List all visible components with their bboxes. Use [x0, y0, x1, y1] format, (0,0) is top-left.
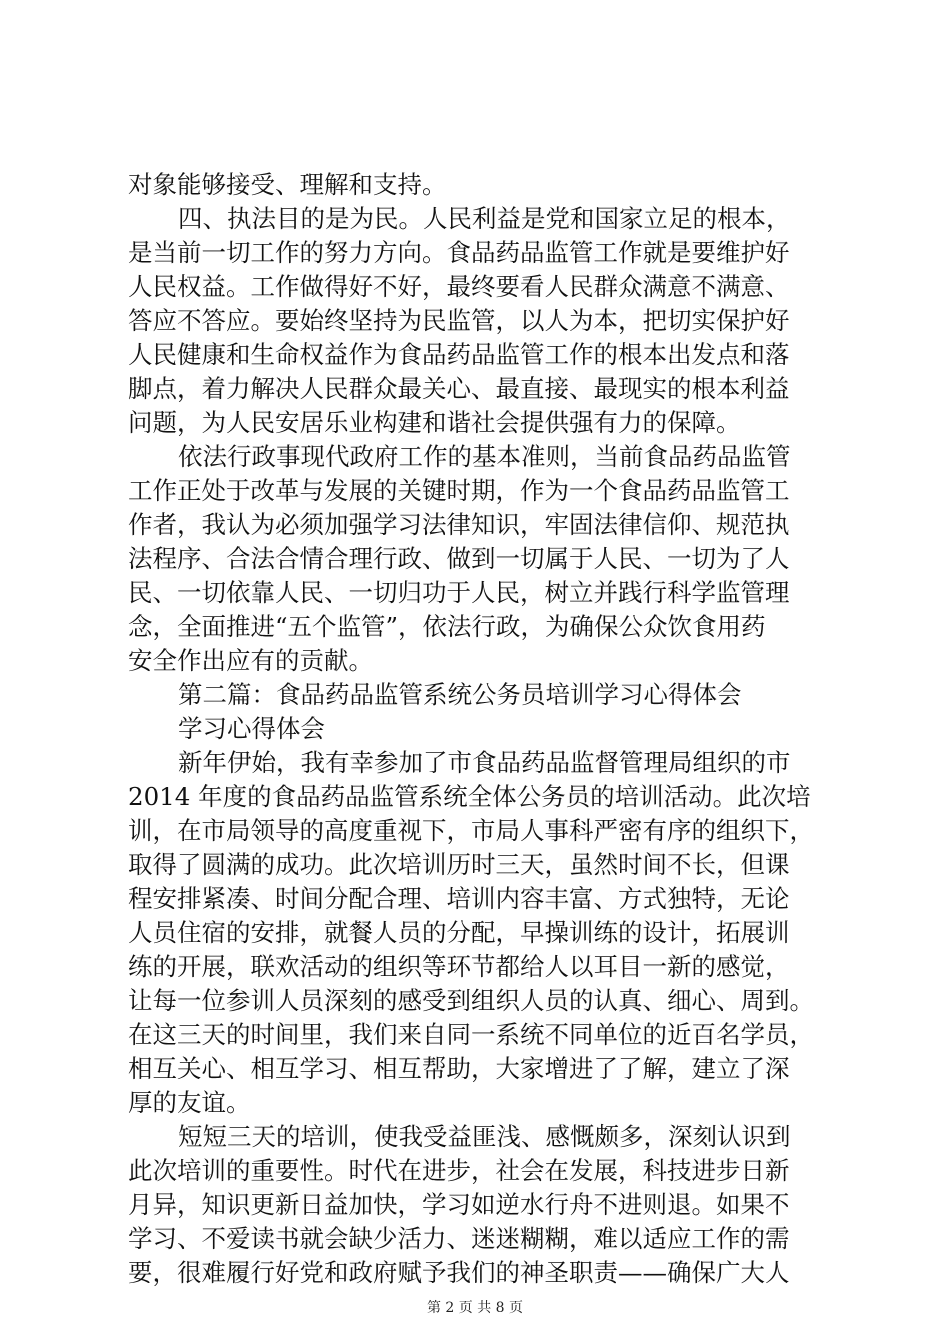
text-line: 要，很难履行好党和政府赋予我们的神圣职责——确保广大人 [128, 1258, 790, 1287]
text-line: 人民权益。工作做得好不好，最终要看人民群众满意不满意、 [128, 272, 790, 301]
text-line: 对象能够接受、理解和支持。 [128, 170, 447, 199]
subheading: 学习心得体会 [178, 714, 325, 743]
text-line: 作者，我认为必须加强学习法律知识，牢固法律信仰、规范执 [128, 510, 790, 539]
text-line: 是当前一切工作的努力方向。食品药品监管工作就是要维护好 [128, 238, 790, 267]
text-line: 依法行政事现代政府工作的基本准则，当前食品药品监管 [178, 442, 791, 471]
page-footer: 第 2 页 共 8 页 [426, 1300, 524, 1316]
text-line: 练的开展，联欢活动的组织等环节都给人以耳目一新的感觉， [128, 952, 790, 981]
text-line: 工作正处于改革与发展的关键时期，作为一个食品药品监管工 [128, 476, 790, 505]
text-line: 四、执法目的是为民。人民利益是党和国家立足的根本， [178, 204, 791, 233]
text-line: 程安排紧凑、时间分配合理、培训内容丰富、方式独特，无论 [128, 884, 790, 913]
text-line: 厚的友谊。 [128, 1088, 251, 1117]
text-line: 短短三天的培训，使我受益匪浅、感慨颇多，深刻认识到 [178, 1122, 791, 1151]
text-line: 民、一切依靠人民、一切归功于人民，树立并践行科学监管理 [128, 578, 790, 607]
section-heading: 第二篇：食品药品监管系统公务员培训学习心得体会 [178, 680, 742, 709]
text-line: 安全作出应有的贡献。 [128, 646, 373, 675]
text-line: 相互关心、相互学习、相互帮助，大家增进了了解，建立了深 [128, 1054, 790, 1083]
text-line: 此次培训的重要性。时代在进步，社会在发展，科技进步日新 [128, 1156, 790, 1185]
text-line: 月异，知识更新日益加快，学习如逆水行舟不进则退。如果不 [128, 1190, 790, 1219]
text-line: 问题，为人民安居乐业构建和谐社会提供强有力的保障。 [128, 408, 741, 437]
text-line: 法程序、合法合情合理行政、做到一切属于人民、一切为了人 [128, 544, 790, 573]
text-line: 新年伊始，我有幸参加了市食品药品监督管理局组织的市 [178, 748, 791, 777]
text-line: 让每一位参训人员深刻的感受到组织人员的认真、细心、周到。 [128, 986, 814, 1015]
text-line: 学习、不爱读书就会缺少活力、迷迷糊糊，难以适应工作的需 [128, 1224, 790, 1253]
text-line: 人民健康和生命权益作为食品药品监管工作的根本出发点和落 [128, 340, 790, 369]
text-line: 2014 年度的食品药品监管系统全体公务员的培训活动。此次培 [128, 782, 811, 811]
text-line: 在这三天的时间里，我们来自同一系统不同单位的近百名学员， [128, 1020, 814, 1049]
text-line: 取得了圆满的成功。此次培训历时三天，虽然时间不长，但课 [128, 850, 790, 879]
text-line: 念，全面推进“五个监管”，依法行政，为确保公众饮食用药 [128, 612, 766, 641]
text-line: 人员住宿的安排，就餐人员的分配，早操训练的设计，拓展训 [128, 918, 790, 947]
text-line: 答应不答应。要始终坚持为民监管，以人为本，把切实保护好 [128, 306, 790, 335]
text-line: 训，在市局领导的高度重视下，市局人事科严密有序的组织下， [128, 816, 814, 845]
text-line: 脚点，着力解决人民群众最关心、最直接、最现实的根本利益 [128, 374, 790, 403]
